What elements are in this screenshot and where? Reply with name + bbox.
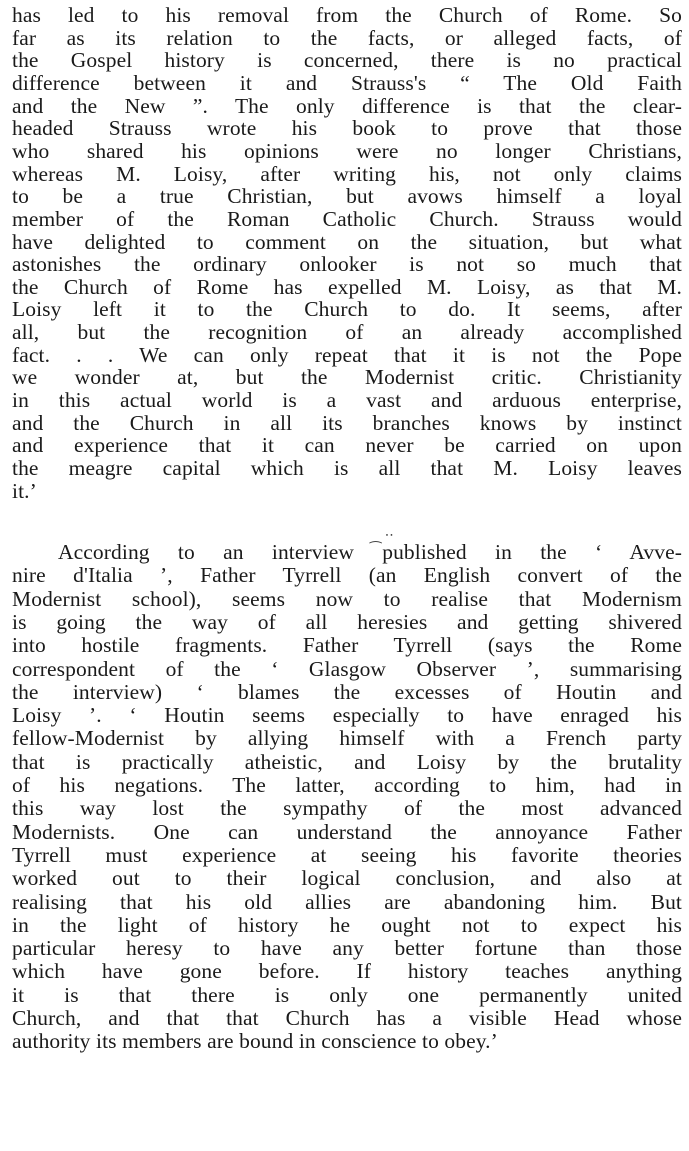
text-line: the Church of Rome has expelled M. Loisy, as that M. (12, 274, 682, 299)
text-line: have delighted to comment on the situation, but what (12, 229, 682, 254)
text-line: who shared his opinions were no longer Christians, (12, 138, 682, 163)
text-line: and experience that it can never be carried on upon (12, 433, 682, 458)
text-line: has led to his removal from the Church of Rome. So (12, 3, 682, 27)
text-line: particular heresy to have any better fortune than those (12, 936, 682, 961)
text-line: headed Strauss wrote his book to prove that those (12, 116, 682, 141)
text-line: Tyrrell must experience at seeing his favorite theories (12, 842, 682, 867)
text-line: far as its relation to the facts, or alleged facts, of (12, 25, 682, 50)
text-line: and the New ”. The only difference is that the clear- (12, 93, 682, 118)
text-line: we wonder at, but the Modernist critic. Christianity (12, 365, 682, 390)
text-line: Loisy left it to the Church to do. It seems, after (12, 297, 682, 322)
text-line: into hostile fragments. Father Tyrrell (says the Rome (12, 633, 682, 658)
text-line: astonishes the ordinary onlooker is not so much that (12, 252, 682, 277)
text-line: that is practically atheistic, and Loisy by the brutality (12, 749, 682, 774)
text-line: to be a true Christian, but avows himself a loyal (12, 184, 682, 209)
text-line: difference between it and Strauss's “ The Old Faith (12, 70, 682, 95)
text-line: in the light of history he ought not to expect his (12, 912, 682, 937)
text-line: nire d'Italia ’, Father Tyrrell (an English convert of the (12, 563, 682, 588)
text-line: the meagre capital which is all that M. Loisy leaves (12, 456, 682, 480)
text-line: the Gospel history is concerned, there is no practical (12, 48, 682, 73)
text-line: Modernist school), seems now to realise that Modernism (12, 586, 682, 611)
text-line: is going the way of all heresies and getting shivered (12, 609, 682, 634)
text-line: this way lost the sympathy of the most advanced (12, 796, 682, 821)
text-line: it is that there is only one permanently united (12, 982, 682, 1007)
text-line: authority its members are bound in conscience to obey.’ (12, 1029, 498, 1054)
text-line: worked out to their logical conclusion, and also at (12, 866, 682, 891)
text-line: correspondent of the ‘ Glasgow Observer ’, summarising (12, 656, 682, 681)
text-line: member of the Roman Catholic Church. Strauss would (12, 206, 682, 231)
text-line: all, but the recognition of an already accomplished (12, 320, 682, 345)
text-line: which have gone before. If history teaches anything (12, 959, 682, 984)
text-line: According to an interview published in the ‘ Avve- (58, 540, 682, 564)
text-line: Church, and that that Church has a visible Head whose (12, 1006, 682, 1030)
text-line: the interview) ‘ blames the excesses of Houtin and (12, 679, 682, 704)
text-line: Loisy ’. ‘ Houtin seems especially to have enraged his (12, 703, 682, 728)
text-line: it.’ (12, 478, 37, 503)
text-line: fellow-Modernist by allying himself with a French party (12, 726, 682, 751)
section-ornament: ⁔ ‧‧ (370, 529, 394, 544)
text-line: whereas M. Loisy, after writing his, not only claims (12, 161, 682, 186)
text-line: Modernists. One can understand the annoyance Father (12, 819, 682, 844)
text-line: realising that his old allies are abandoning him. But (12, 889, 682, 914)
text-line: of his negations. The latter, according to him, had in (12, 773, 682, 797)
text-line: in this actual world is a vast and arduous enterprise, (12, 388, 682, 413)
text-line: and the Church in all its branches knows by instinct (12, 410, 682, 435)
text-line: fact. . . We can only repeat that it is not the Pope (12, 342, 682, 367)
